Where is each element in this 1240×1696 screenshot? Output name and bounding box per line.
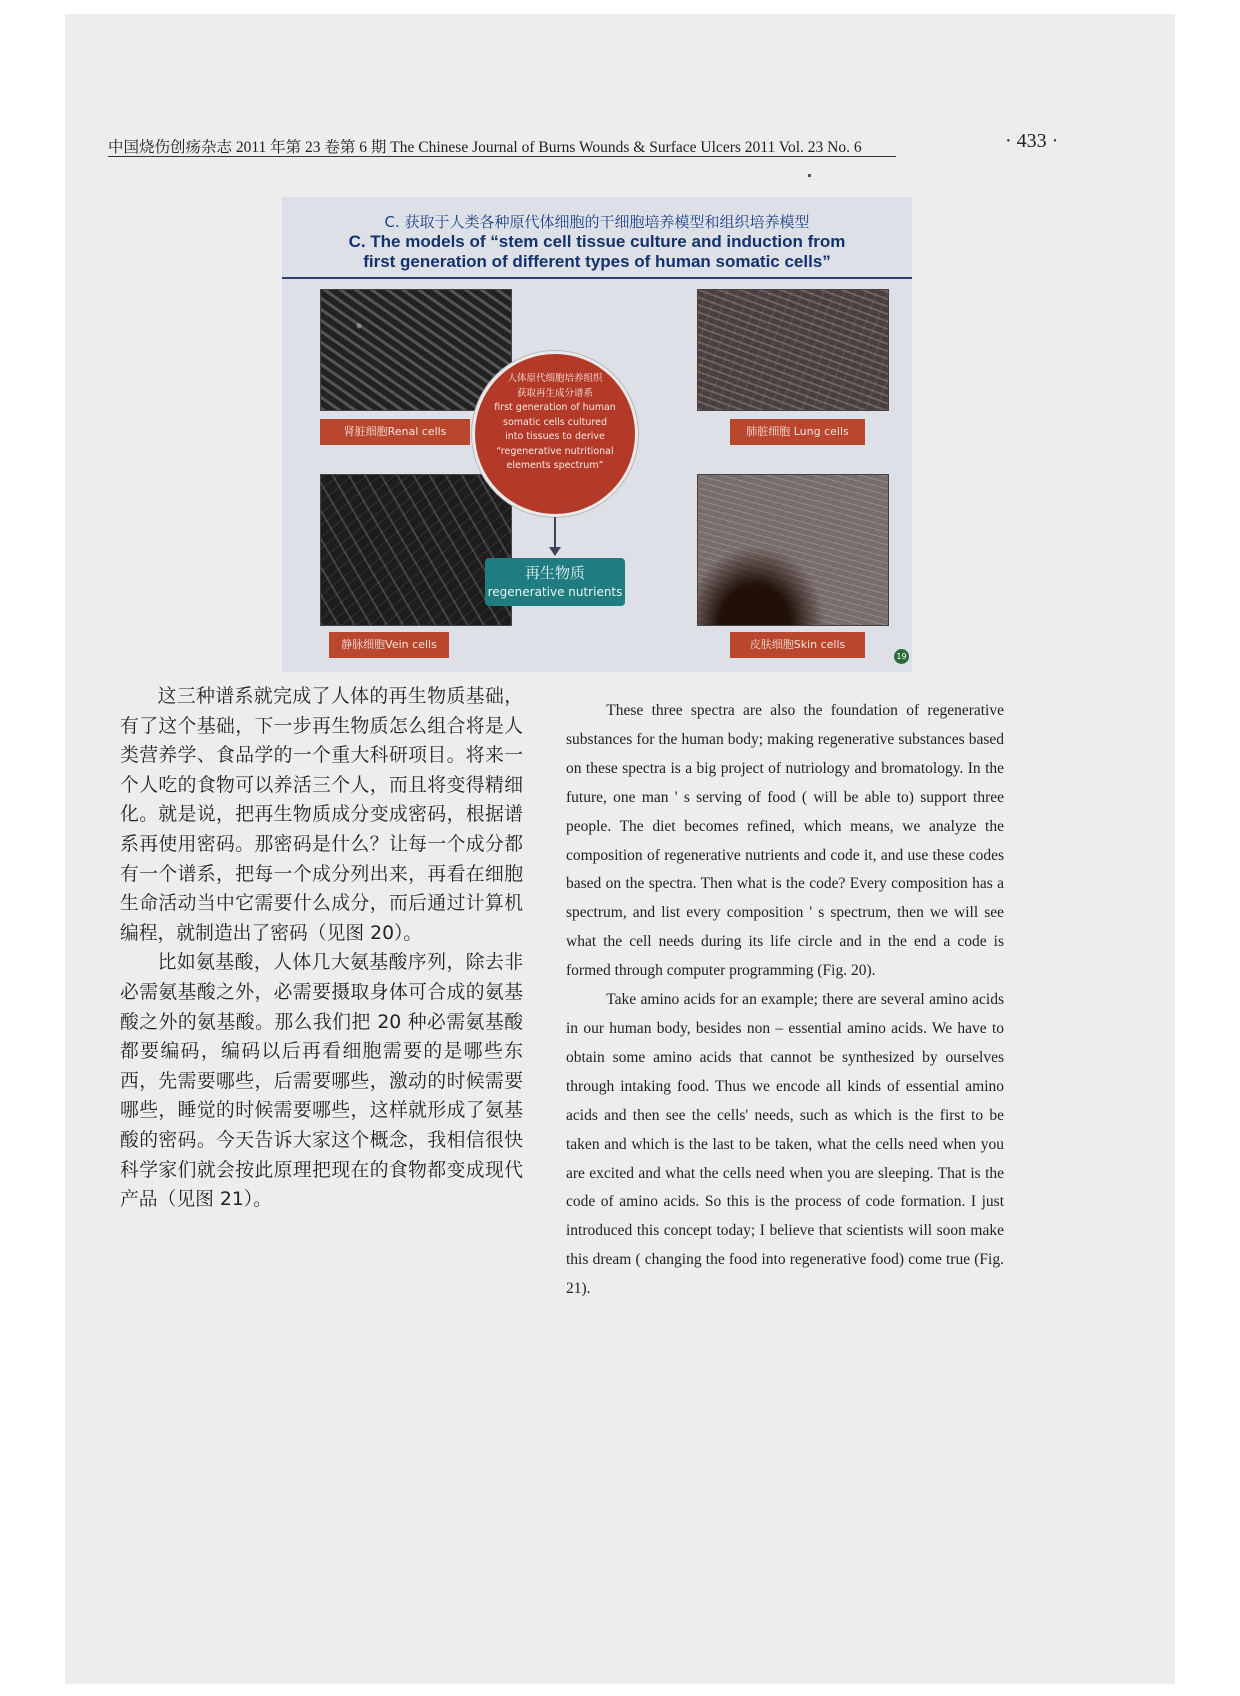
- skin-cells-image: [697, 474, 889, 626]
- cn-paragraph-2: 比如氨基酸，人体几大氨基酸序列，除去非必需氨基酸之外，必需要摄取身体可合成的氨基酸之外的氨基酸。那么我们把 20 种必需氨基酸都要编码，编码以后再看细胞需要的是哪些东西，先需要哪些，后需要哪些，激动的时候需要哪些，睡觉的时候需要哪些，这样就形成了氨基酸的密码。今天告诉大家这个概念，我相信很快科学家们就会按此原理把现在的食物都变成现代产品（见图 21）。: [120, 952, 523, 1211]
- figure-title-en-line1: C. The models of “stem cell tissue culture and induction from: [348, 232, 846, 251]
- lung-cells-image: [697, 289, 889, 411]
- regen-label-en: regenerative nutrients: [487, 585, 623, 599]
- vein-cells-image: [320, 474, 512, 626]
- figure-title-rule: [282, 277, 912, 279]
- spectrum-circle: [472, 351, 638, 517]
- vein-cells-label: 静脉细胞Vein cells: [329, 632, 449, 658]
- en-paragraph-1: These three spectra are also the foundation of regenerative substances for the human body; making regenerative substances based on these spectra is a big project of nutriology and bromatology. In the future, one man ' s serving of food ( will be able to) support three people. The diet becomes refined, which means, we analyze the composition of regenerative nutrients and code it, and use these codes based on the spectra. Then what is the code? Every composition has a spectrum, and list every composition ' s spectrum, then we will see what the cell needs during its life circle and in the end a code is formed through computer programming (Fig. 20).: [566, 702, 1004, 980]
- regenerative-nutrients-box: [485, 558, 625, 606]
- scan-dot: [808, 174, 811, 177]
- cn-paragraph-1: 这三种谱系就完成了人体的再生物质基础，有了这个基础，下一步再生物质怎么组合将是人类营养学、食品学的一个重大科研项目。将来一个人吃的食物可以养活三个人，而且将变得精细化。就是说，把再生物质成分变成密码，根据谱系再使用密码。那密码是什么？让每一个成分都有一个谱系，把每一个成分列出来，再看在细胞生命活动当中它需要什么成分，而后通过计算机编程，就制造出了密码（见图 20）。: [120, 686, 523, 944]
- circle-line: somatic cells cultured: [503, 416, 607, 428]
- circle-line: 人体原代细胞培养组织: [507, 373, 603, 384]
- renal-cells-label: 肾脏细胞Renal cells: [320, 419, 470, 445]
- circle-line: elements spectrum”: [506, 460, 604, 471]
- figure-number-badge: 19: [894, 649, 909, 664]
- figure-title-cn: C. 获取于人类各种原代体细胞的干细胞培养模型和组织培养模型: [384, 213, 810, 231]
- regen-label-cn: 再生物质: [524, 564, 585, 582]
- spectrum-circle-text: [483, 372, 627, 474]
- figure-title-en-line2: first generation of different types of human somatic cells”: [363, 252, 831, 271]
- circle-line: first generation of human: [494, 402, 616, 413]
- chinese-text-column: [120, 682, 523, 1215]
- circle-line: “regenerative nutritional: [496, 445, 614, 457]
- figure-19: [282, 197, 912, 672]
- en-paragraph-2: Take amino acids for an example; there are several amino acids in our human body, besides non – essential amino acids. We have to obtain some amino acids that cannot be synthesized by ourselves through intaking food. Thus we encode all kinds of essential amino acids and then see the cells' needs, such as which is the first to be taken and which is the last to be taken, what the cells need when you are excited and what the cells need when you are sleeping. That is the code of amino acids. So this is the process of code formation. I just introduced this concept today; I believe that scientists will soon make this dream ( changing the food into regenerative food) come true (Fig. 21).: [566, 991, 1004, 1298]
- down-arrow-icon: [549, 547, 561, 556]
- page-number: · 433 ·: [1005, 130, 1059, 152]
- circle-line: into tissues to derive: [505, 431, 605, 442]
- english-text-column: [566, 697, 1004, 1304]
- skin-cells-label: 皮肤细胞Skin cells: [730, 632, 865, 658]
- figure-title-en: [282, 232, 912, 272]
- lung-cells-label: 肺脏细胞 Lung cells: [730, 419, 865, 445]
- circle-line: 获取再生成分谱系: [516, 387, 593, 399]
- header-rule: [108, 156, 896, 157]
- running-header: 中国烧伤创疡杂志 2011 年第 23 卷第 6 期 The Chinese Journal of Burns Wounds & Surface Ulcers 2011 Vol. 23 No. 6: [108, 139, 862, 156]
